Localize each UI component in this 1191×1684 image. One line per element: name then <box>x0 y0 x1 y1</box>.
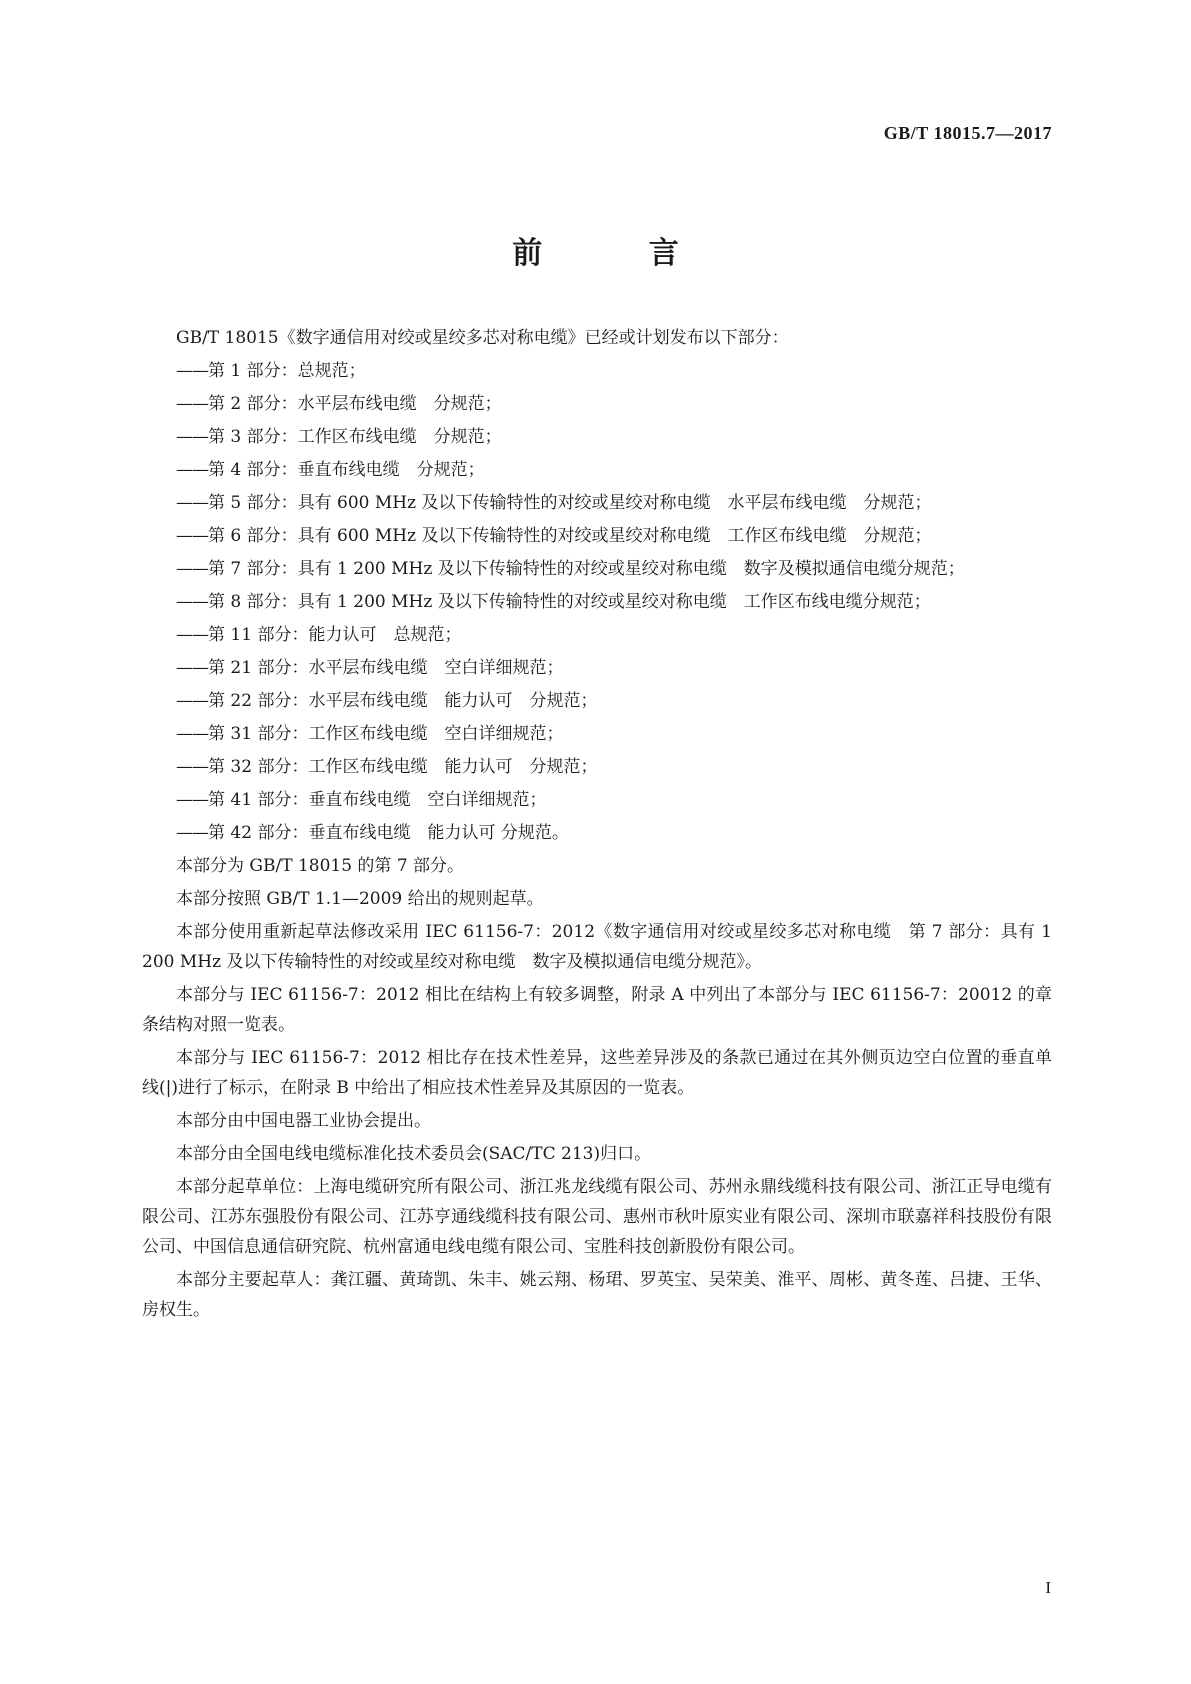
list-item: ——第 31 部分：工作区布线电缆 空白详细规范； <box>176 724 564 744</box>
list-item: ——第 4 部分：垂直布线电缆 分规范； <box>176 460 485 480</box>
list-item: ——第 42 部分：垂直布线电缆 能力认可 分规范。 <box>176 823 569 843</box>
document-body <box>142 323 1052 1328</box>
body-paragraph: 本部分主要起草人：龚江疆、黄琦凯、朱丰、姚云翔、杨珺、罗英宝、吴荣美、淮平、周彬、黄冬莲、吕捷、王华、房权生。 <box>142 1270 1052 1320</box>
body-paragraph: 本部分按照 GB/T 1.1—2009 给出的规则起草。 <box>176 889 544 909</box>
list-item: ——第 22 部分：水平层布线电缆 能力认可 分规范； <box>176 691 598 711</box>
body-paragraph: 本部分与 IEC 61156-7：2012 相比在结构上有较多调整，附录 A 中列出了本部分与 IEC 61156-7：20012 的章条结构对照一览表。 <box>142 985 1052 1035</box>
list-item: ——第 5 部分：具有 600 MHz 及以下传输特性的对绞或星绞对称电缆 水平层布线电缆 分规范； <box>176 493 932 513</box>
body-paragraph: 本部分起草单位：上海电缆研究所有限公司、浙江兆龙线缆有限公司、苏州永鼎线缆科技有限公司、浙江正导电缆有限公司、江苏东强股份有限公司、江苏亨通线缆科技有限公司、惠州市秋叶原实业有限公司、深圳市联嘉祥科技股份有限公司、中国信息通信研究院、杭州富通电线电缆有限公司、宝胜科技创新股份有限公司。 <box>142 1177 1052 1257</box>
list-item: ——第 6 部分：具有 600 MHz 及以下传输特性的对绞或星绞对称电缆 工作区布线电缆 分规范； <box>176 526 932 546</box>
body-paragraph: 本部分使用重新起草法修改采用 IEC 61156-7：2012《数字通信用对绞或星绞多芯对称电缆 第 7 部分：具有 1 200 MHz 及以下传输特性的对绞或星绞对称电缆 数字及模拟通信电缆分规范》。 <box>142 922 1052 972</box>
body-paragraph: 本部分由中国电器工业协会提出。 <box>176 1111 431 1131</box>
parts-list <box>142 356 1052 848</box>
body-paragraph: 本部分为 GB/T 18015 的第 7 部分。 <box>176 856 465 876</box>
intro-paragraph: GB/T 18015《数字通信用对绞或星绞多芯对称电缆》已经或计划发布以下部分： <box>176 328 789 348</box>
list-item: ——第 11 部分：能力认可 总规范； <box>176 625 462 645</box>
list-item: ——第 2 部分：水平层布线电缆 分规范； <box>176 394 502 414</box>
list-item: ——第 41 部分：垂直布线电缆 空白详细规范； <box>176 790 547 810</box>
page-number: I <box>1045 1578 1051 1597</box>
list-item: ——第 8 部分：具有 1 200 MHz 及以下传输特性的对绞或星绞对称电缆 工作区布线电缆分规范； <box>176 592 931 612</box>
list-item: ——第 7 部分：具有 1 200 MHz 及以下传输特性的对绞或星绞对称电缆 数字及模拟通信电缆分规范； <box>176 559 965 579</box>
list-item: ——第 3 部分：工作区布线电缆 分规范； <box>176 427 502 447</box>
standard-code: GB/T 18015.7—2017 <box>883 123 1052 143</box>
list-item: ——第 1 部分：总规范； <box>176 361 366 381</box>
body-paragraph: 本部分与 IEC 61156-7：2012 相比存在技术性差异，这些差异涉及的条款已通过在其外侧页边空白位置的垂直单线(|)进行了标示，在附录 B 中给出了相应技术性差异及其原因的一览表。 <box>142 1048 1052 1098</box>
list-item: ——第 21 部分：水平层布线电缆 空白详细规范； <box>176 658 564 678</box>
list-item: ——第 32 部分：工作区布线电缆 能力认可 分规范； <box>176 757 598 777</box>
page-title: 前 言 <box>512 236 727 271</box>
body-paragraph: 本部分由全国电线电缆标准化技术委员会(SAC/TC 213)归口。 <box>176 1144 652 1164</box>
